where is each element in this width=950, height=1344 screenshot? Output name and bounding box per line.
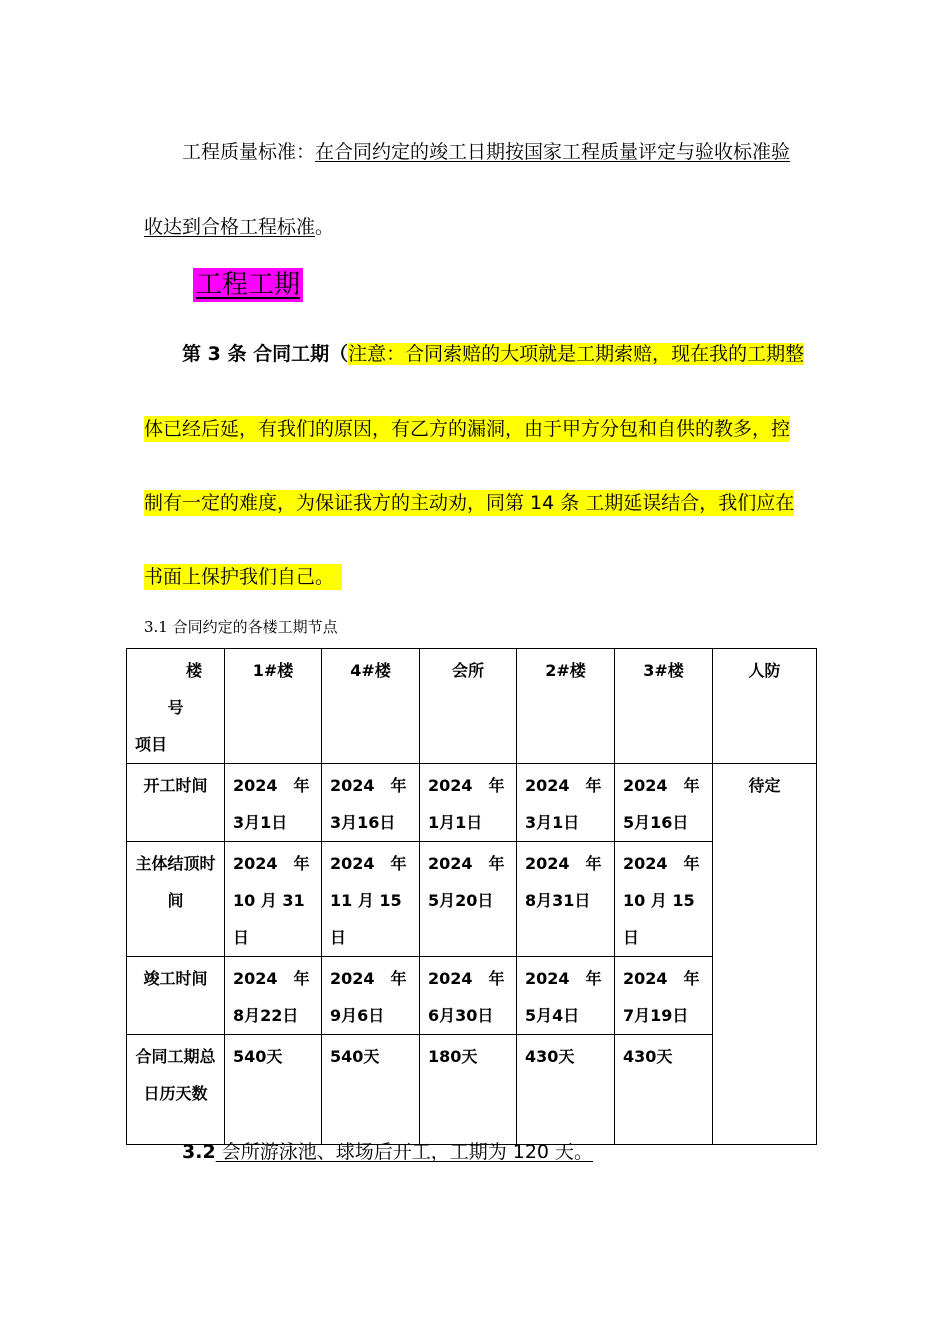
table-cell: 2024 年 3月1日: [517, 764, 615, 842]
table-cell: 2024 年 1月1日: [420, 764, 517, 842]
quality-standard-line-1: [182, 139, 790, 165]
row-label: 竣工时间: [127, 957, 225, 1035]
quality-label: 工程质量标准：: [182, 141, 316, 163]
corner-top: 楼: [185, 661, 202, 680]
table-cell: 2024 年 3月16日: [322, 764, 420, 842]
section-text: 会所游泳池、球场后开工，工期为 120 天。: [215, 1141, 594, 1163]
column-header: 人防: [713, 649, 817, 764]
quality-standard-line-2: [144, 214, 334, 240]
column-header: 3#楼: [615, 649, 713, 764]
column-header: 4#楼: [322, 649, 420, 764]
table-cell: 2024 年 7月19日: [615, 957, 713, 1035]
table-cell: 540天: [225, 1035, 322, 1145]
quality-text: 在合同约定的竣工日期按国家工程质量评定与验收标准验: [315, 141, 791, 163]
clause-note: 注意：合同索赔的大项就是工期索赔，现在我的工期整: [348, 343, 805, 365]
section-heading: 工程工期: [193, 268, 303, 302]
table-cell: 2024 年 5月20日: [420, 842, 517, 957]
schedule-table: [126, 648, 817, 1145]
table-cell: 2024 年 10 月 15 日: [615, 842, 713, 957]
table-cell: 540天: [322, 1035, 420, 1145]
table-cell: 2024 年 10 月 31 日: [225, 842, 322, 957]
row-label: 合同工期总日历天数: [127, 1035, 225, 1145]
period: 。: [315, 216, 335, 238]
table-row: [127, 764, 817, 842]
clause-title: 第 3 条 合同工期（: [182, 343, 349, 365]
corner-mid: 号: [167, 698, 184, 717]
quality-text-cont: 收达到合格工程标准: [144, 216, 316, 238]
section-3-2: [182, 1139, 593, 1165]
table-cell: 2024 年 5月16日: [615, 764, 713, 842]
table-cell: 2024 年 6月30日: [420, 957, 517, 1035]
table-cell: 2024 年 3月1日: [225, 764, 322, 842]
table-cell: 2024 年 8月31日: [517, 842, 615, 957]
row-label: 主体结顶时间: [127, 842, 225, 957]
clause-line-4: 书面上保护我们自己。: [144, 564, 342, 590]
table-cell: 2024 年 8月22日: [225, 957, 322, 1035]
clause-line-2: 体已经后延，有我们的原因，有乙方的漏洞，由于甲方分包和自供的教多，控: [144, 418, 791, 440]
table-cell: 430天: [615, 1035, 713, 1145]
corner-bottom: 项目: [135, 735, 168, 754]
table-cell: 2024 年 11 月 15 日: [322, 842, 420, 957]
corner-cell: [127, 649, 225, 764]
renfang-cell: 待定: [713, 764, 817, 1145]
section-number: 3.2: [182, 1141, 216, 1163]
column-header: 会所: [420, 649, 517, 764]
column-header: 1#楼: [225, 649, 322, 764]
table-caption: 3.1 合同约定的各楼工期节点: [144, 618, 338, 636]
table-cell: 180天: [420, 1035, 517, 1145]
table-cell: 2024 年 9月6日: [322, 957, 420, 1035]
clause-line-3: 制有一定的难度，为保证我方的主动劝，同第 14 条 工期延误结合，我们应在: [144, 492, 795, 514]
table-cell: 430天: [517, 1035, 615, 1145]
table-cell: 2024 年 5月4日: [517, 957, 615, 1035]
table-header-row: [127, 649, 817, 764]
clause-line-1: [182, 341, 804, 367]
column-header: 2#楼: [517, 649, 615, 764]
row-label: 开工时间: [127, 764, 225, 842]
